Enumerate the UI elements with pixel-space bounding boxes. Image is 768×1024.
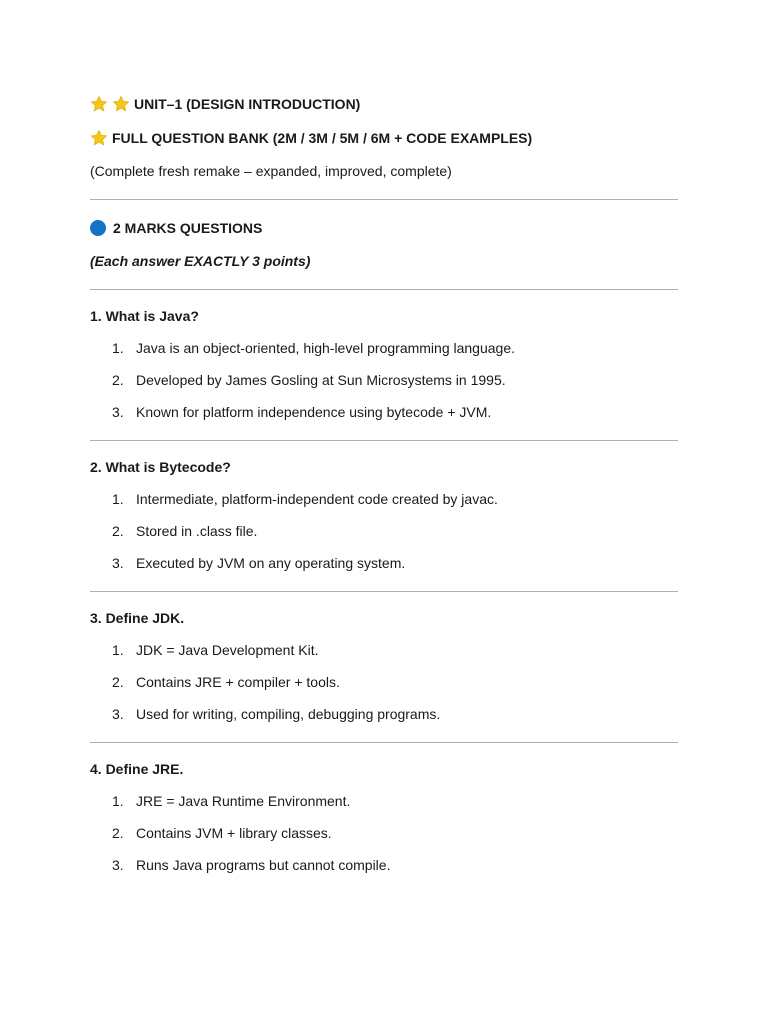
answer-text: Contains JRE + compiler + tools. <box>136 674 340 690</box>
answer-text: Intermediate, platform-independent code created by javac. <box>136 491 498 507</box>
section-heading: 2 MARKS QUESTIONS <box>113 220 263 236</box>
answer-text: Runs Java programs but cannot compile. <box>136 857 391 873</box>
list-item <box>90 521 678 541</box>
list-number: 1. <box>112 793 124 809</box>
star-icon <box>90 95 108 113</box>
answer-text: Java is an object-oriented, high-level programming language. <box>136 340 515 356</box>
document-note: (Complete fresh remake – expanded, improved, complete) <box>90 163 452 179</box>
list-item <box>90 704 678 724</box>
list-item <box>90 823 678 843</box>
list-item <box>90 672 678 692</box>
list-number: 2. <box>112 523 124 539</box>
answer-text: Used for writing, compiling, debugging programs. <box>136 706 441 722</box>
list-item <box>90 489 678 509</box>
list-number: 2. <box>112 674 124 690</box>
divider <box>90 440 678 441</box>
list-item <box>90 791 678 811</box>
divider <box>90 199 678 200</box>
list-number: 3. <box>112 706 124 722</box>
list-item <box>90 370 678 390</box>
question-title: 3. Define JDK. <box>90 610 185 626</box>
list-number: 2. <box>112 825 124 841</box>
list-number: 1. <box>112 491 124 507</box>
answer-list <box>90 640 678 724</box>
list-item <box>90 855 678 875</box>
list-item <box>90 640 678 660</box>
answer-list <box>90 791 678 875</box>
list-number: 3. <box>112 857 124 873</box>
question-title: 1. What is Java? <box>90 308 199 324</box>
answer-text: Executed by JVM on any operating system. <box>136 555 406 571</box>
list-item <box>90 553 678 573</box>
question-title: 4. Define JRE. <box>90 761 184 777</box>
answer-text: JRE = Java Runtime Environment. <box>136 793 351 809</box>
star-icon <box>112 95 130 113</box>
document-subtitle-row <box>90 128 678 148</box>
list-number: 1. <box>112 340 124 356</box>
document-title-row <box>90 94 678 114</box>
document-title: UNIT–1 (DESIGN INTRODUCTION) <box>134 96 361 112</box>
list-item <box>90 402 678 422</box>
list-number: 2. <box>112 372 124 388</box>
section-heading-row <box>90 218 678 238</box>
list-number: 3. <box>112 404 124 420</box>
blue-circle-icon <box>90 220 106 236</box>
divider <box>90 591 678 592</box>
document-subtitle: FULL QUESTION BANK (2M / 3M / 5M / 6M + CODE EXAMPLES) <box>112 130 533 146</box>
answer-list <box>90 489 678 573</box>
document-page <box>90 94 678 875</box>
answer-text: Developed by James Gosling at Sun Microsystems in 1995. <box>136 372 506 388</box>
answer-list <box>90 338 678 422</box>
question-title: 2. What is Bytecode? <box>90 459 231 475</box>
divider <box>90 742 678 743</box>
divider <box>90 289 678 290</box>
section-instruction: (Each answer EXACTLY 3 points) <box>90 253 311 269</box>
answer-text: JDK = Java Development Kit. <box>136 642 319 658</box>
list-number: 1. <box>112 642 124 658</box>
star-icon <box>90 129 108 147</box>
answer-text: Stored in .class file. <box>136 523 258 539</box>
answer-text: Contains JVM + library classes. <box>136 825 332 841</box>
answer-text: Known for platform independence using bytecode + JVM. <box>136 404 492 420</box>
list-item <box>90 338 678 358</box>
list-number: 3. <box>112 555 124 571</box>
